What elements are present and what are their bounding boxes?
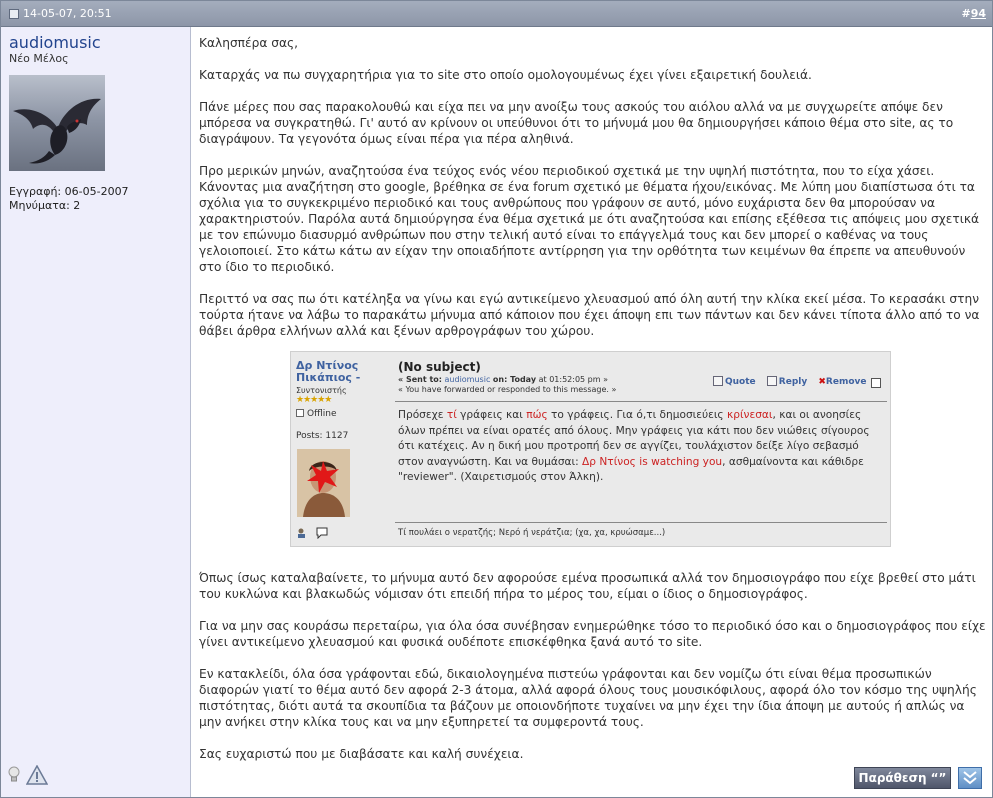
avatar (9, 75, 105, 171)
message-paragraph: Για να μην σας κουράσω περεταίρω, για όλα όσα συνέβησαν ενημερώθηκε τόσο το περιοδικό όσο και ο δημοσιογράφος που είχε γίνει αντικείμενο χλευασμού και φυσικά ουδέποτε επισκέφθηκα ξανά αυτό το site. (199, 619, 986, 649)
body-text: , ασθμαίνοντα και κάθιδρε "reviewer". (Χαιρετισμούς στον Άλκη). (398, 455, 864, 483)
offline-checkbox-icon (296, 409, 304, 417)
embedded-subject: (No subject) (398, 360, 481, 374)
dragon-avatar-image (9, 75, 105, 171)
embedded-divider (395, 522, 887, 523)
embedded-sent-line (398, 375, 608, 384)
reply-icon (767, 376, 777, 386)
quote-button[interactable] (854, 767, 951, 789)
quote-marks-icon: “” (930, 771, 947, 785)
message-paragraph: Καλησπέρα σας, (199, 36, 299, 50)
offline-status (296, 409, 337, 419)
embedded-username-line: Δρ Ντίνος (296, 359, 359, 372)
body-highlight: κρίνεσαι (727, 409, 773, 421)
message-bubble-icon (316, 524, 328, 543)
quote-icon (713, 376, 723, 386)
message-paragraph: Καταρχάς να πω συγχαρητήρια για το site στο οποίο ομολογουμένως έχει γίνει εξαιρετική δουλειά. (199, 68, 812, 82)
embedded-reply-action (767, 376, 807, 387)
embedded-screenshot (290, 351, 891, 547)
embedded-avatar (297, 449, 350, 517)
embedded-username-line: Πικάπιος - (296, 371, 361, 384)
sent-on-label: on: Today (492, 375, 537, 384)
offline-label: Offline (307, 409, 337, 419)
post-hash: # (961, 7, 971, 20)
message-paragraph: Όπως ίσως καταλαβαίνετε, το μήνυμα αυτό δεν αφορούσε εμένα προσωπικά αλλά τον δημοσιογράφο που είχε βρεθεί στο μάτι του κυκλώνα και βλακωδώς νόμισαν ότι επειδή πήρα το μέρος του, είμαι ο ίδιος ο δημοσιογράφος. (199, 571, 976, 601)
embedded-username (296, 360, 360, 384)
post-count: Μηνύματα: 2 (9, 199, 81, 212)
body-text: , και οι ανοησίες όλων πρέπει να είναι ορατές από όλους. Μην γράφεις για κάτι που δεν νιώθεις σίγουρος ότι κατέχεις. Αν η δική μου προτροπή δεν σε αγγίζει, τουλάχιστον δείξε λίγο σεβασμό στον αναγνώστη. Και να θυμάσαι: (398, 409, 870, 468)
rank-stars: ★★★★★ (296, 395, 332, 405)
message-paragraph: Εν κατακλείδι, όλα όσα γράφονται εδώ, δικαιολογημένα πιστεύω γράφονται και δεν νομίζω ότι είναι θέμα προσωπικών διαφορών γιατί το θέμα αυτό δεν αφορά 2-3 άτομα, αλλά αφορά όλους τους μουσικόφιλους, αφορά όλο τον κόσμο της υψηλής πιστότητας, διότι αυτά τα σκουπίδια τα βάζουν με οποιονδήποτε τυχαίνει να μην έχει την ίδια άποψη με αυτούς ή απλώς να μην ανήκει στην κλίκα τους και να μην εξυπηρετεί τα συμφεροντά τους. (199, 667, 977, 729)
quote-action-label: Quote (725, 377, 756, 387)
body-highlight: Δρ Ντίνος is watching you (582, 455, 723, 468)
sent-to-user: audiomusic (444, 375, 491, 384)
embedded-quote-action (713, 376, 756, 387)
embedded-role: Συντονιστής (296, 386, 347, 395)
remove-x-icon: ✖ (818, 377, 826, 387)
sent-time: at 01:52:05 pm » (538, 375, 608, 384)
join-date: Εγγραφή: 06-05-2007 (9, 185, 129, 198)
sent-to-label: « Sent to: (398, 375, 442, 384)
username-link[interactable]: audiomusic (9, 33, 101, 52)
body-text: το γράφεις. Για ό,τι δημοσιεύεις (547, 409, 727, 421)
body-highlight: πώς (526, 409, 548, 421)
scroll-down-button[interactable] (958, 767, 982, 789)
embedded-remove-action (818, 377, 866, 387)
post-header (1, 1, 992, 27)
body-highlight: τί (446, 409, 457, 421)
embedded-actions (713, 376, 875, 387)
post-date: 14-05-07, 20:51 (23, 7, 112, 20)
post-number-link[interactable]: 94 (970, 7, 986, 20)
profile-icon (296, 524, 308, 543)
double-chevron-down-icon (959, 768, 981, 788)
embedded-forward-note: « You have forwarded or responded to this message. » (398, 385, 617, 394)
lightbulb-icon (7, 766, 21, 788)
message-paragraph: Πάνε μέρες που σας παρακολουθώ και είχα πει να μην ανοίξω τους ασκούς του αιόλου αλλά να με συγχωρείτε απόψε δεν μπόρεσα να συγκρατηθώ. Γι' αυτό αν κρίνουν οι υπεύθυνοι ότι το μήνυμά μου θα δημιουργήσει κάποιο θέμα στο site, ας το διαγράψουν. Τα γεγονότα όμως είναι πέρα για πέρα αληθινά. (199, 100, 954, 146)
report-warning-icon[interactable] (26, 765, 48, 789)
quote-button-label: Παράθεση (858, 771, 927, 785)
body-text: γράφεις και (456, 409, 527, 421)
message-paragraph: Περιττό να σας πω ότι κατέληξα να γίνω και εγώ αντικείμενο χλευασμού από όλη αυτή την κλίκα εκεί μέσα. Το κερασάκι στην τούρτα ήτανε να λάβω το παρακάτω μήνυμα από κάποιον που έχει άποψη επι των πάντων και δεν κάνει τίποτα άλλο από το να θάβει άρθρα ελλήνων αλλά και ξένων αρθρογράφων του χώρου. (199, 292, 980, 338)
embedded-divider (395, 401, 887, 402)
embedded-post-count: Posts: 1127 (296, 431, 349, 441)
user-sidebar (1, 27, 191, 797)
body-text: Πρόσεχε (398, 409, 447, 421)
message-paragraph: Σας ευχαριστώ που με διαβάσατε και καλή συνέχεια. (199, 747, 524, 761)
user-info (9, 185, 129, 213)
post-status-icon (9, 9, 19, 19)
embedded-message-body (398, 408, 886, 486)
message-paragraph: Προ μερικών μηνών, αναζητούσα ένα τεύχος ενός νέου περιοδικού σχετικά με την υψηλή πιστότητα, που το είχα χάσει. Κάνοντας μια αναζήτηση στο google, βρέθηκα σε ένα forum σχετικό με θέματα ήχου/εικόνας. Με λύπη μου διαπίστωσα ότι τα σχόλια για το συγκεκριμένο περιοδικό και τους ανθρώπους που γράφουν σε αυτό, μόνο ευχάριστα δεν θα μπορούσαν να χαρακτηριστούν. Παρόλα αυτά δημιούργησα ένα θέμα σχετικά με ότι αναζητούσα και επίσης εξέθεσα τις απόψεις μου σχετικά με τον επώνυμο διασυρμό ανθρώπων που στην τελική αυτό είναι το επάγγελμά τους και δεν μπορεί ο καθένας να τους γελοιοποιεί. Στο κάτω κάτω αν είχαν την οποιαδήποτε αντίρρηση για την ορθότητα των κειμένων θα έπρεπε να απευθυνούν στο ίδιο το περιοδικό. (199, 164, 980, 274)
reply-action-label: Reply (778, 377, 808, 387)
post-number (961, 7, 986, 20)
remove-action-label: Remove (825, 377, 867, 387)
user-title: Νέο Μέλος (9, 52, 69, 65)
embedded-user-icons (296, 524, 331, 543)
sidebar-icons (7, 765, 48, 789)
embedded-signature: Τί πουλάει ο νερατζής; Νερό ή νεράτζια; (χα, χα, κρυώσαμε...) (398, 528, 666, 538)
embedded-select-checkbox (871, 378, 881, 388)
